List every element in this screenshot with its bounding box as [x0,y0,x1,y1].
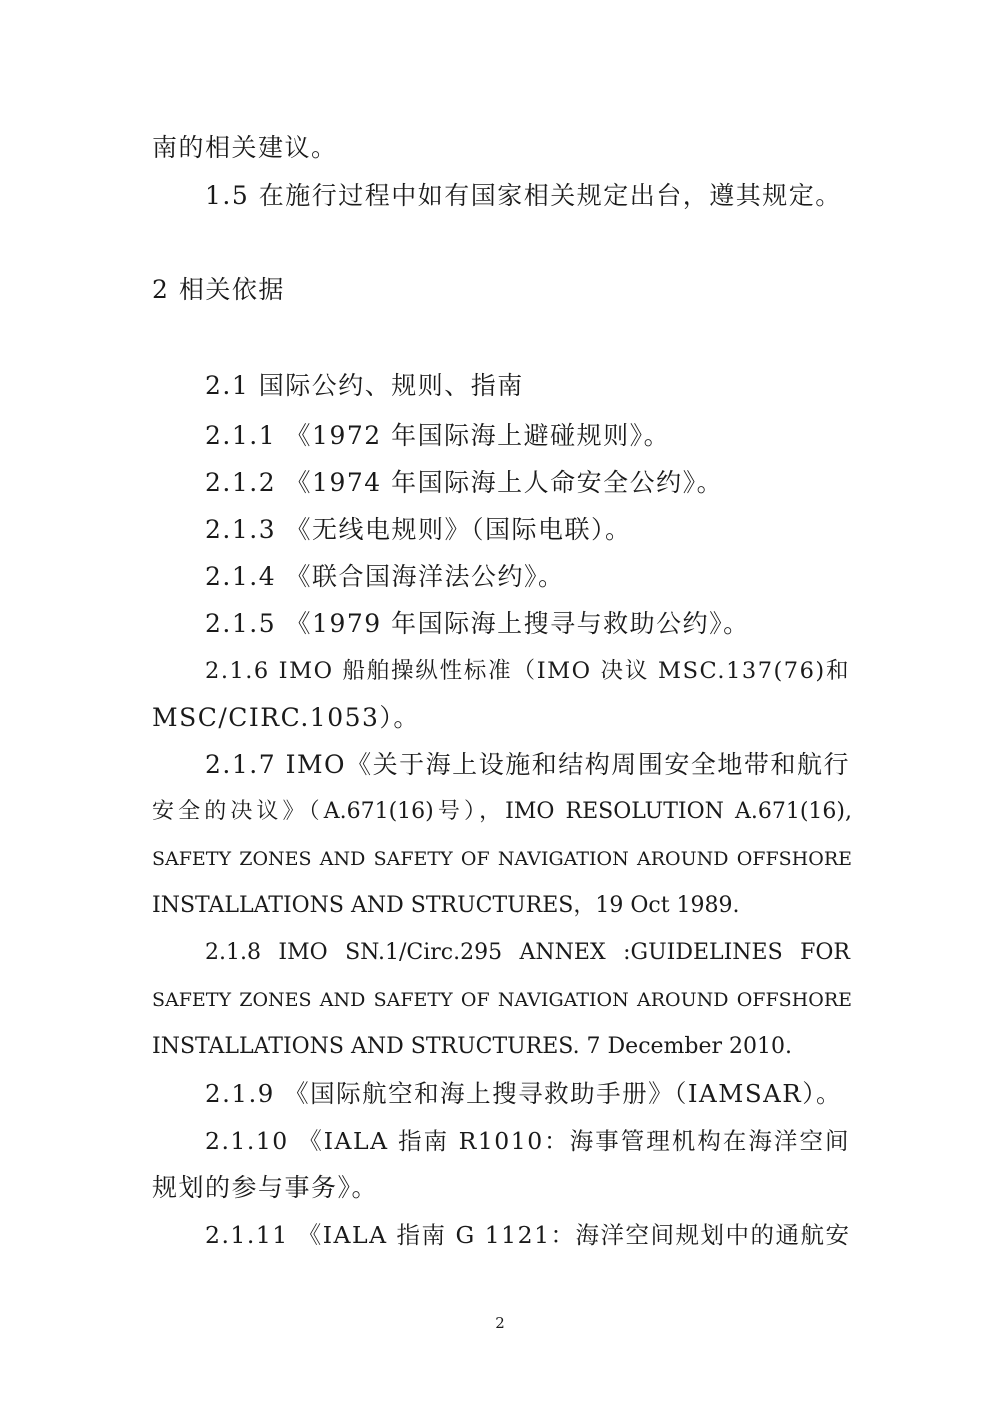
list-item-continuation: INSTALLATIONS AND STRUCTURES. 7 December 2010. [152,1034,792,1059]
list-item: 2.1.4 《联合国海洋法公约》。 [205,562,565,591]
list-item: 2.1.5 《1979 年国际海上搜寻与救助公约》。 [205,609,750,638]
list-item-continuation: 安全的决议》（A.671(16)号），IMO RESOLUTION A.671(16), [152,799,852,824]
list-item: 2.1.11 《IALA 指南 G 1121：海洋空间规划中的通航安 [205,1221,851,1249]
section-heading: 2 相关依据 [152,275,285,304]
list-item-continuation: 规划的参与事务》。 [152,1173,379,1202]
list-item: 2.1.6 IMO 船舶操纵性标准（IMO 决议 MSC.137(76)和 [205,658,850,684]
list-item: 2.1.3 《无线电规则》（国际电联）。 [205,515,632,544]
text-line: 1.5 在施行过程中如有国家相关规定出台，遵其规定。 [205,181,842,210]
list-item: 2.1.7 IMO《关于海上设施和结构周围安全地带和航行 [205,750,850,779]
list-item: 2.1.9 《国际航空和海上搜寻救助手册》（IAMSAR）。 [205,1079,843,1108]
subsection-heading: 2.1 国际公约、规则、指南 [205,371,524,400]
list-item: 2.1.1 《1972 年国际海上避碰规则》。 [205,421,671,450]
list-item-continuation: SAFETY ZONES AND SAFETY OF NAVIGATION AROUND OFFSHORE [152,848,852,870]
text-line: 南的相关建议。 [152,133,338,162]
list-item: 2.1.8 IMO SN.1/Circ.295 ANNEX :GUIDELINES FOR [205,940,850,965]
list-item-continuation: SAFETY ZONES AND SAFETY OF NAVIGATION AROUND OFFSHORE [152,989,852,1011]
list-item-continuation: MSC/CIRC.1053）。 [152,703,420,732]
page-number: 2 [495,1314,505,1332]
list-item-continuation: INSTALLATIONS AND STRUCTURES，19 Oct 1989. [152,893,740,918]
list-item: 2.1.2 《1974 年国际海上人命安全公约》。 [205,468,724,497]
list-item: 2.1.10 《IALA 指南 R1010：海事管理机构在海洋空间 [205,1127,850,1155]
